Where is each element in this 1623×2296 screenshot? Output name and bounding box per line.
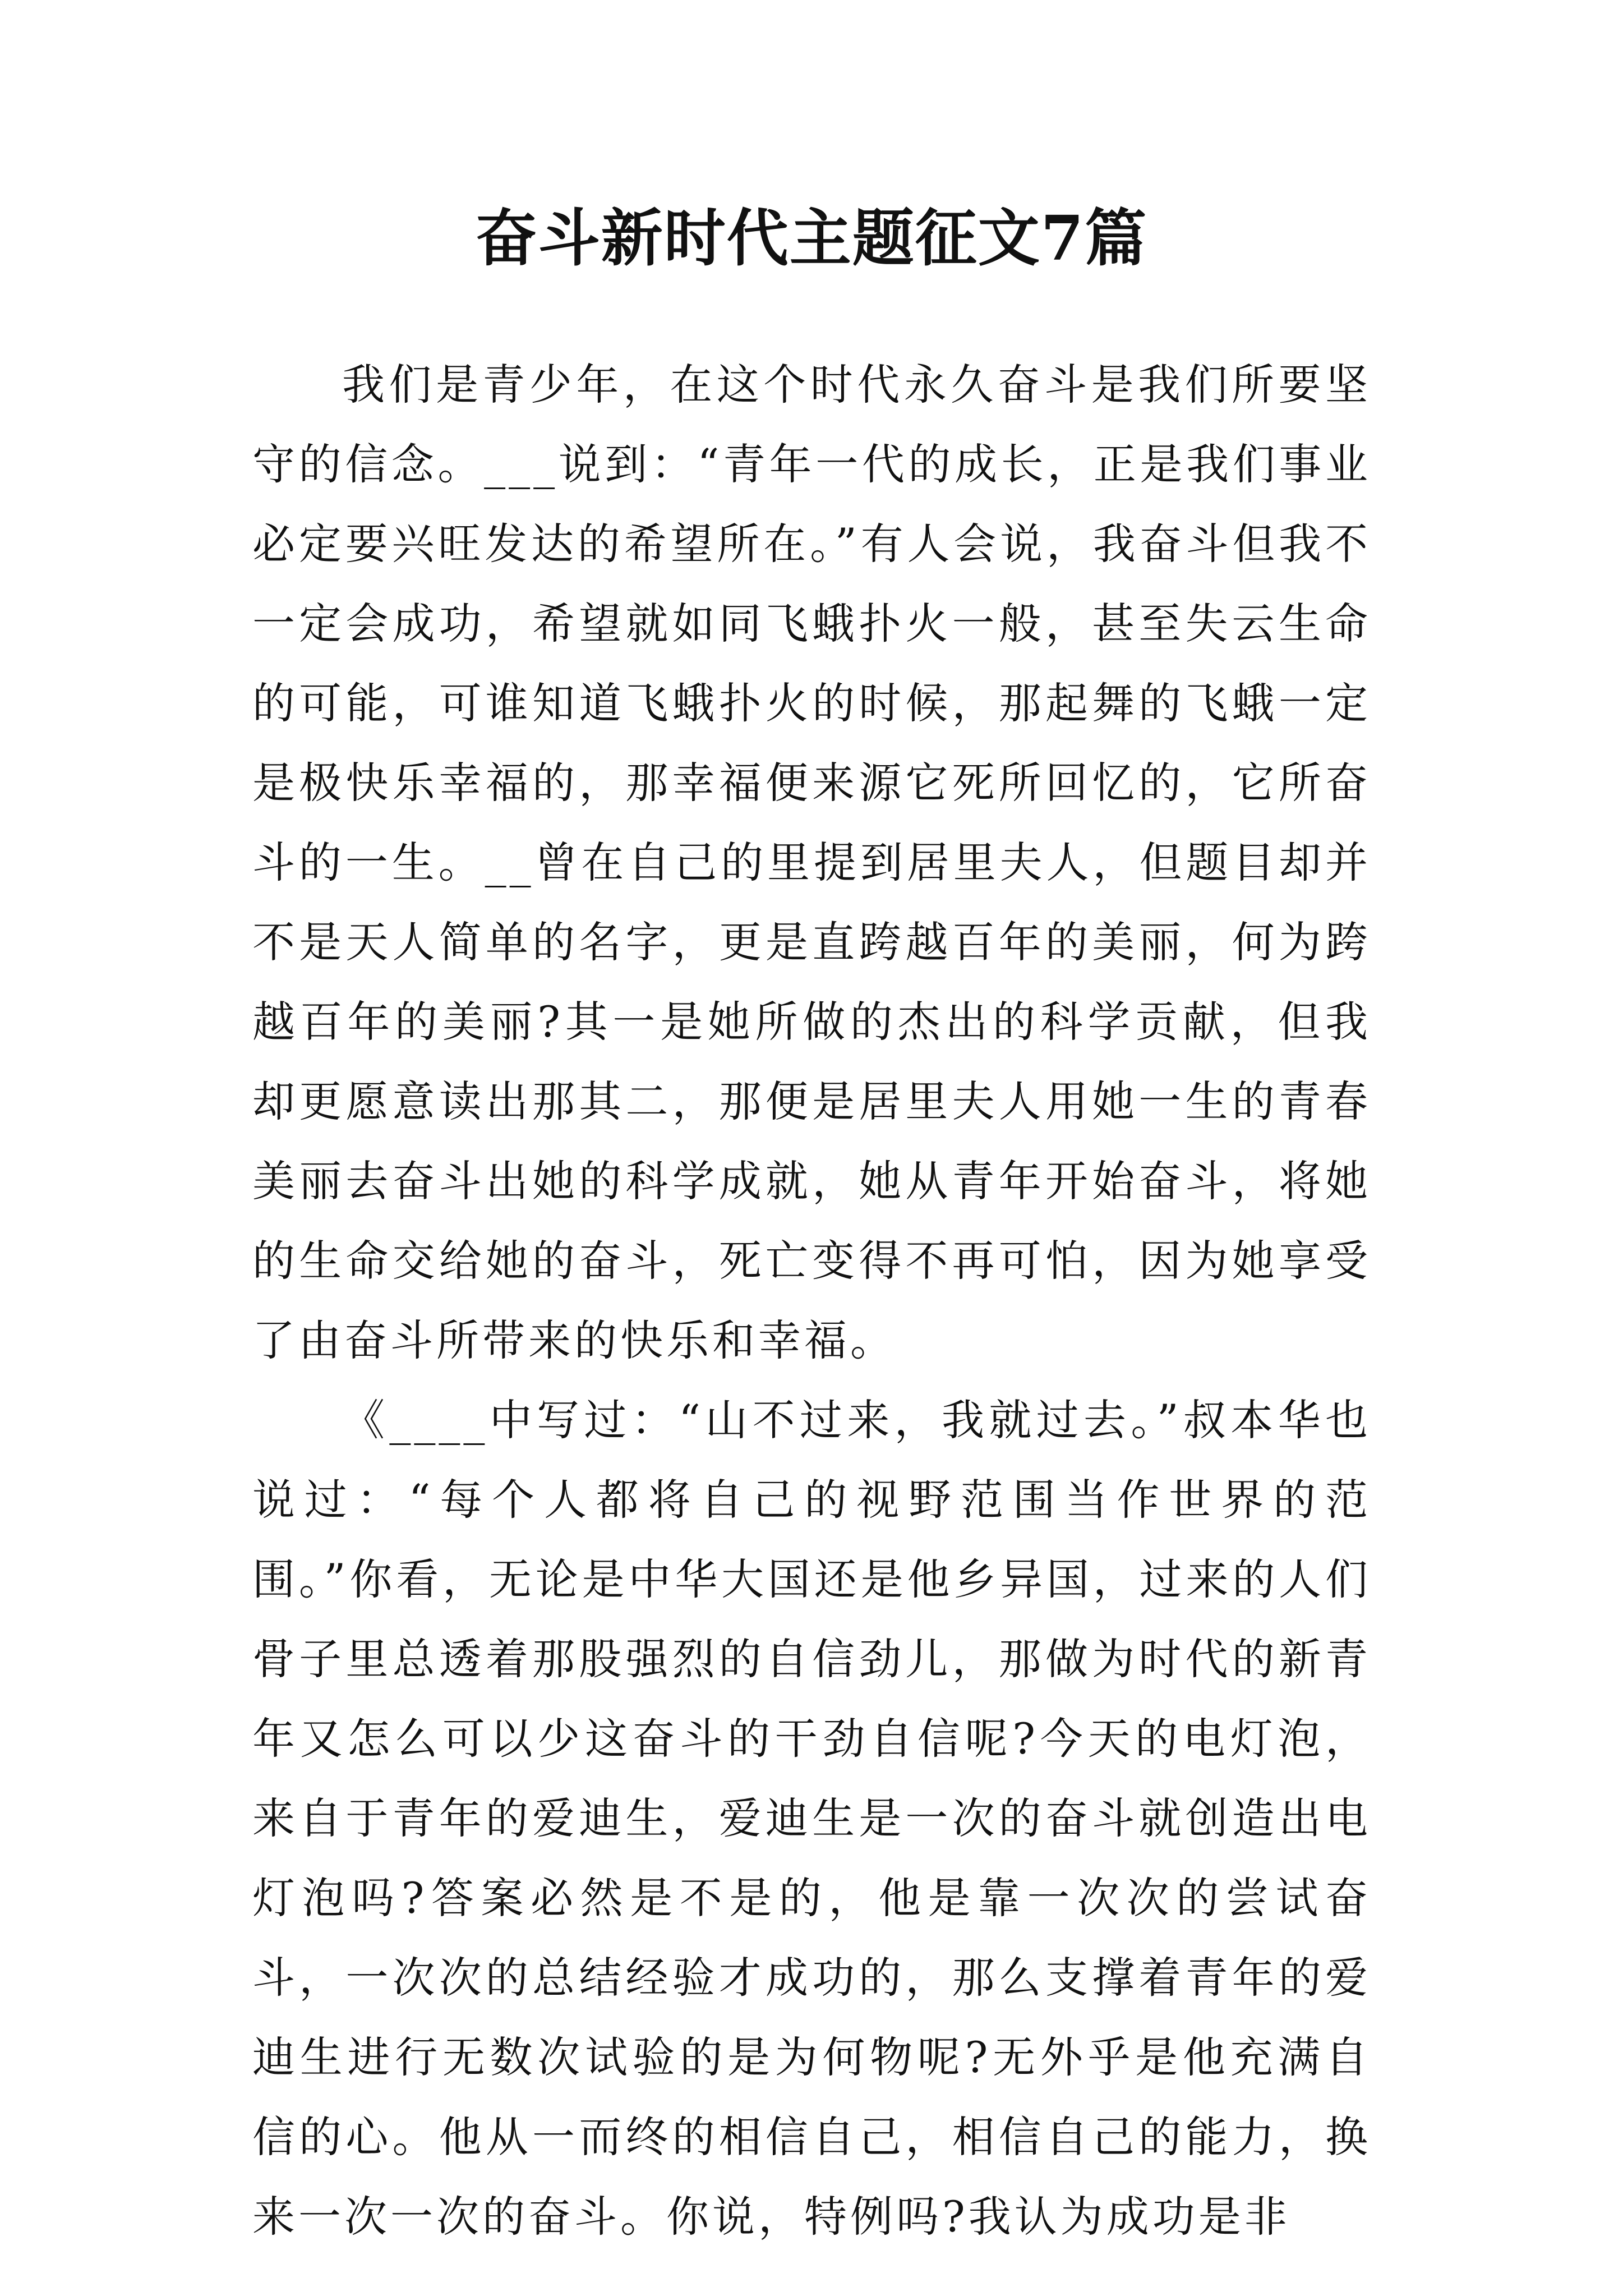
paragraph-1: 我们是青少年，在这个时代永久奋斗是我们所要坚守的信念。___说到：“青年一代的成长，正是我们事业必定要兴旺发达的希望所在。”有人会说，我奋斗但我不一定会成功，希望就如同飞蛾扑火一般，甚至失云生命的可能，可谁知道飞蛾扑火的时候，那起舞的飞蛾一定是极快乐幸福的，那幸福便来源它死所回忆的，它所奋斗的一生。__曾在自己的里提到居里夫人，但题目却并不是天人简单的名字，更是直跨越百年的美丽，何为跨越百年的美丽?其一是她所做的杰出的科学贡献，但我却更愿意读出那其二，那便是居里夫人用她一生的青春美丽去奋斗出她的科学成就，她从青年开始奋斗，将她的生命交给她的奋斗，死亡变得不再可怕，因为她享受了由奋斗所带来的快乐和幸福。 bbox=[252, 360, 1371, 1365]
document-body bbox=[252, 345, 1371, 2257]
paragraph-2: 《____中写过：“山不过来，我就过去。”叔本华也说过：“每个人都将自己的视野范围当作世界的范围。”你看，无论是中华大国还是他乡异国，过来的人们骨子里总透着那股强烈的自信劲儿，那做为时代的新青年又怎么可以少这奋斗的干劲自信呢?今天的电灯泡，来自于青年的爱迪生，爱迪生是一次的奋斗就创造出电灯泡吗?答案必然是不是的，他是靠一次次的尝试奋斗，一次次的总结经验才成功的，那么支撑着青年的爱迪生进行无数次试验的是为何物呢?无外乎是他充满自信的心。他从一而终的相信自己，相信自己的能力，换来一次一次的奋斗。你说，特例吗?我认为成功是非 bbox=[252, 1395, 1371, 2242]
document-title: 奋斗新时代主题征文7篇 bbox=[475, 202, 1148, 274]
